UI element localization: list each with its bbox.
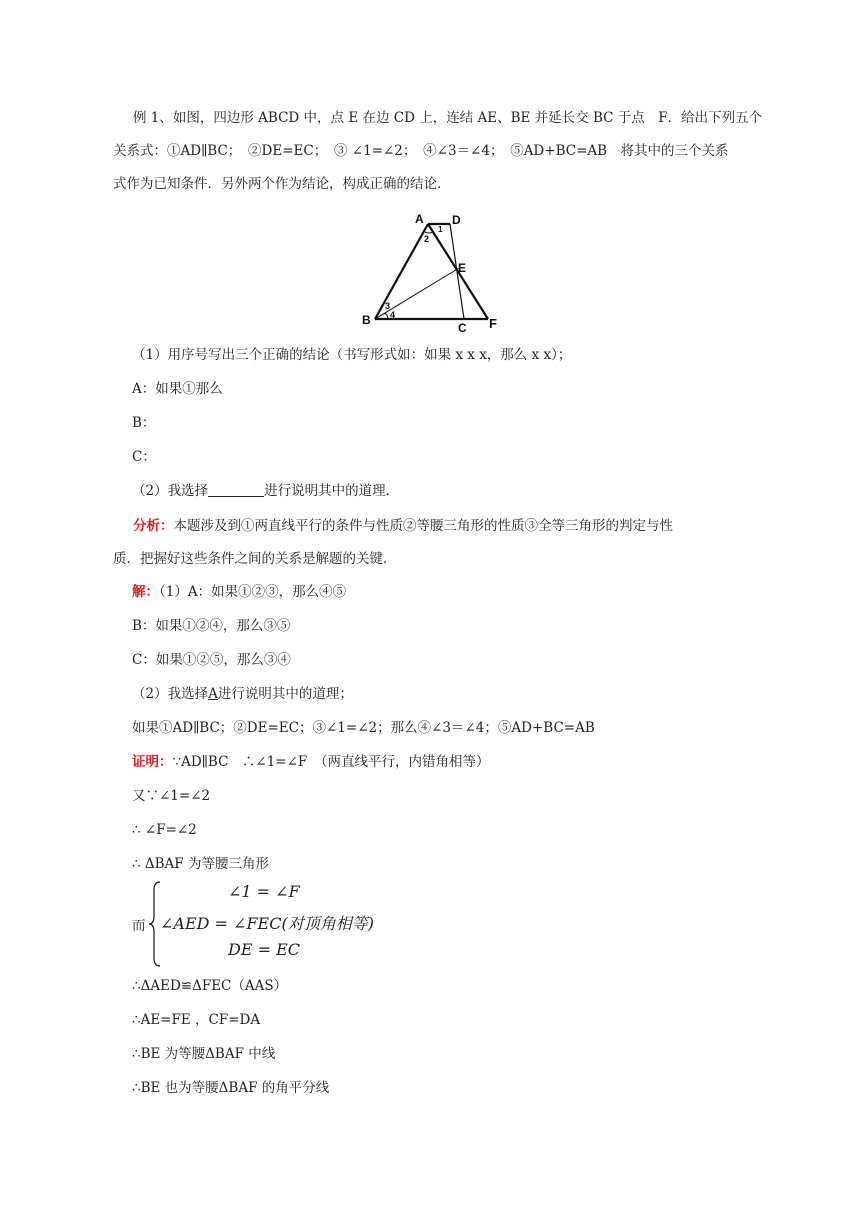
geometry-figure	[356, 208, 506, 333]
problem-line-3: 式作为已知条件．另外两个作为结论，构成正确的结论．	[113, 176, 451, 192]
brace-eq-2: ∠AED = ∠FEC(对顶角相等)	[160, 914, 374, 933]
question-2-before: （2）我选择	[132, 483, 209, 499]
segment-be	[375, 268, 459, 319]
problem-line-2: 关系式：①AD∥BC； ②DE=EC； ③ ∠1=∠2； ④∠3＝∠4； ⑤AD+BC=AB 将其中的三个关系	[113, 143, 729, 159]
brace-prefix: 而	[132, 918, 146, 934]
question-1-prompt: （1）用序号写出三个正确的结论（书写形式如：如果 x x x，那么 x x）；	[132, 347, 572, 363]
proof-line-1: 证明：∵AD∥BC ∴∠1=∠F （两直线平行，内错角相等）	[132, 754, 490, 770]
label-angle-2: 2	[424, 234, 430, 244]
solution-restate: 如果①AD∥BC；②DE=EC；③∠1=∠2；那么④∠3＝∠4；⑤AD+BC=AB	[132, 720, 595, 736]
problem-statement	[113, 102, 765, 201]
proof-label: 证明：	[132, 754, 173, 770]
analysis-line-2: 质．把握好这些条件之间的关系是解题的关键．	[113, 551, 397, 567]
solution-label: 解：	[132, 584, 159, 600]
proof-line-2: 又∵∠1=∠2	[132, 788, 211, 804]
solution-a: 解：（1）A：如果①②③，那么④⑤	[132, 584, 347, 600]
label-c: C	[458, 321, 467, 333]
analysis	[113, 510, 765, 576]
proof-line-5: ∴ΔAED≌ΔFEC（AAS）	[132, 978, 288, 994]
label-angle-4: 4	[390, 310, 396, 320]
solution-c: C：如果①②⑤，那么③④	[132, 652, 291, 668]
problem-line-1: 例 1、如图，四边形 ABCD 中，点 E 在边 CD 上，连结 AE、BE 并延长交 BC 于点 F．给出下列五个	[133, 110, 763, 126]
proof-line-6: ∴AE=FE ，CF=DA	[132, 1012, 261, 1028]
brace-eq-3: DE = EC	[228, 940, 301, 959]
label-b: B	[362, 313, 371, 327]
label-angle-3: 3	[385, 301, 391, 311]
label-e: E	[458, 261, 467, 275]
label-angle-1: 1	[438, 225, 443, 234]
proof-line-4: ∴ ΔBAF 为等腰三角形	[132, 856, 269, 872]
question-1-c: C：	[132, 449, 156, 465]
equation-system	[132, 878, 432, 970]
solution-choice: （2）我选择A进行说明其中的道理；	[132, 686, 353, 702]
solution-choice-value: A	[208, 686, 218, 702]
angle-arc-a	[425, 232, 433, 233]
solution-b: B：如果①②④，那么③⑤	[132, 618, 291, 634]
question-1-b: B：	[132, 415, 156, 431]
brace-eq-1: ∠1 = ∠F	[228, 882, 300, 901]
label-a: A	[415, 212, 424, 226]
proof-line-8: ∴BE 也为等腰ΔBAF 的角平分线	[132, 1080, 330, 1096]
segment-ab	[375, 224, 428, 319]
question-2	[132, 481, 399, 501]
proof-line-3: ∴ ∠F=∠2	[132, 822, 197, 838]
label-f: F	[489, 316, 497, 331]
question-2-after: 进行说明其中的道理．	[264, 483, 400, 499]
answer-blank[interactable]	[208, 482, 264, 497]
analysis-line-1: 分析：本题涉及到①两直线平行的条件与性质②等腰三角形的性质③全等三角形的判定与性	[133, 518, 673, 534]
question-1-a: A：如果①那么	[132, 381, 223, 397]
analysis-label: 分析：	[133, 518, 174, 534]
label-d: D	[452, 213, 461, 227]
proof-line-7: ∴BE 为等腰ΔBAF 中线	[132, 1046, 276, 1062]
